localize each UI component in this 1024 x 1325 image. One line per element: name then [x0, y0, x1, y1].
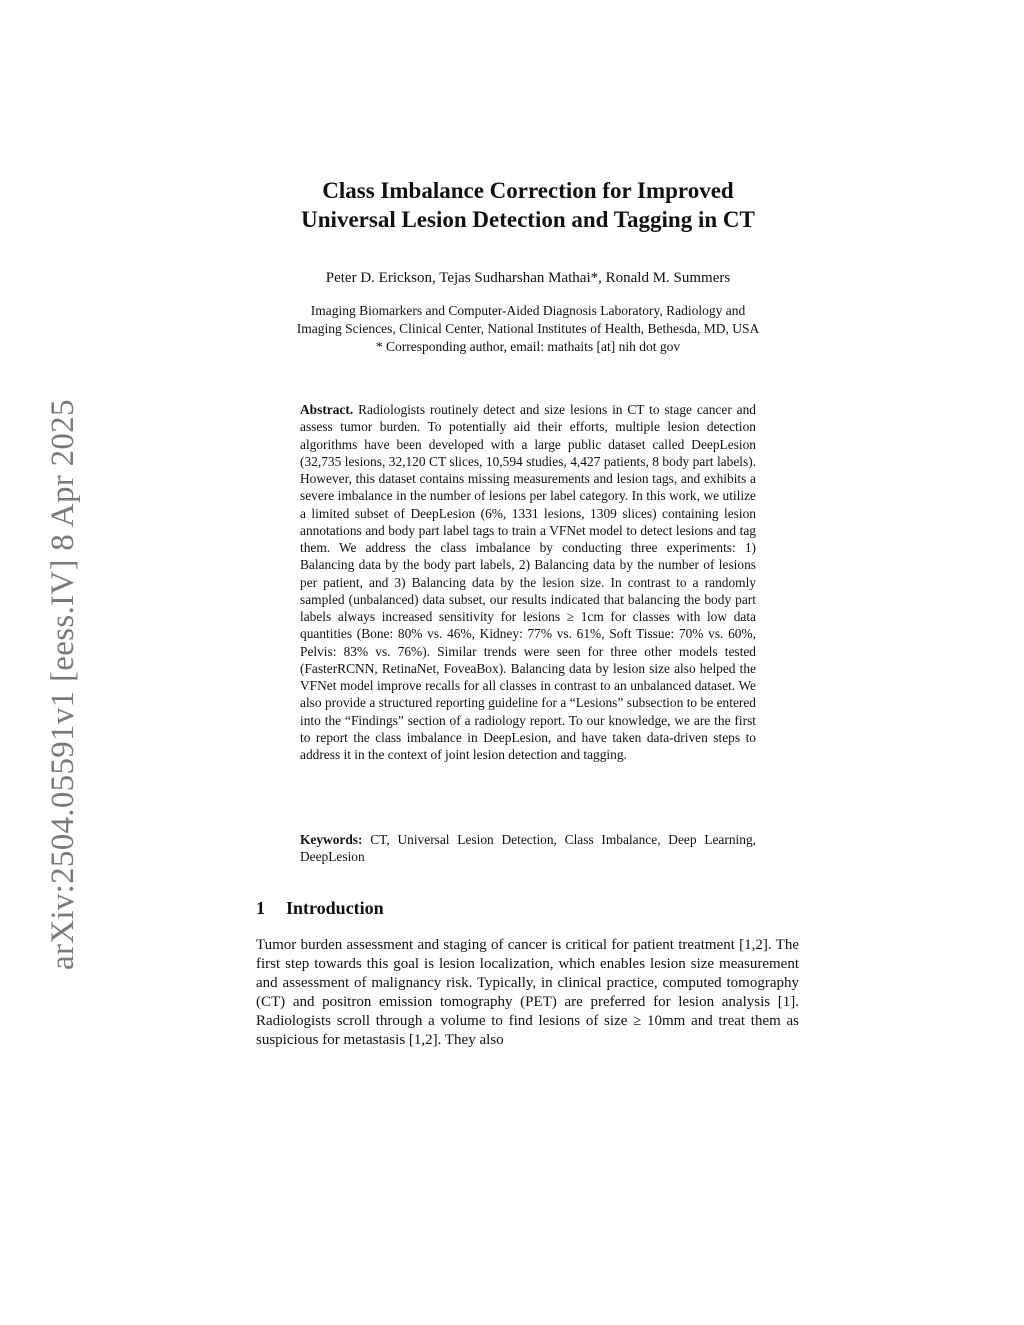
keywords-text: CT, Universal Lesion Detection, Class Imbalance, Deep Learning, DeepLesion [300, 832, 756, 865]
affiliation-line-1: Imaging Biomarkers and Computer-Aided Diagnosis Laboratory, Radiology and [310, 303, 746, 318]
paper-title-line-2: Universal Lesion Detection and Tagging in CT [301, 207, 755, 232]
affiliation-block [250, 302, 806, 356]
keywords [300, 831, 756, 866]
abstract [300, 401, 756, 763]
section-number: 1 [256, 898, 265, 918]
keywords-label: Keywords: [300, 832, 363, 847]
corresponding-author-line: * Corresponding author, email: mathaits [at] nih dot gov [375, 339, 681, 354]
paper-title [250, 176, 806, 234]
abstract-label: Abstract. [300, 402, 354, 417]
arxiv-identifier-stamp: arXiv:2504.05591v1 [eess.IV] 8 Apr 2025 [45, 399, 81, 970]
paper-title-line-1: Class Imbalance Correction for Improved [322, 178, 734, 203]
section-heading-introduction [256, 897, 384, 919]
affiliation-line-2: Imaging Sciences, Clinical Center, National Institutes of Health, Bethesda, MD, USA [296, 321, 760, 336]
abstract-text: Radiologists routinely detect and size lesions in CT to stage cancer and assess tumor burden. To potentially aid their efforts, multiple lesion detection algorithms have been developed with a large public dataset called DeepLesion (32,735 lesions, 32,120 CT slices, 10,594 studies, 4,427 patients, 8 body part labels). However, this dataset contains missing measurements and lesion tags, and exhibits a severe imbalance in the number of lesions per label category. In this work, we utilize a limited subset of DeepLesion (6%, 1331 lesions, 1309 slices) containing lesion annotations and body part label tags to train a VFNet model to detect lesions and tag them. We address the class imbalance by conducting three experiments: 1) Balancing data by the body part labels, 2) Balancing data by the number of lesions per patient, and 3) Balancing data by the lesion size. In contrast to a randomly sampled (unbalanced) data subset, our results indicated that balancing the body part labels always increased sensitivity for lesions ≥ 1cm for classes with low data quantities (Bone: 80% vs. 46%, Kidney: 77% vs. 61%, Soft Tissue: 70% vs. 60%, Pelvis: 83% vs. 76%). Similar trends were seen for three other models tested (FasterRCNN, RetinaNet, FoveaBox). Balancing data by lesion size also helped the VFNet model improve recalls for all classes in contrast to an unbalanced dataset. We also provide a structured reporting guideline for a “Lesions” subsection to be entered into the “Findings” section of a radiology report. To our knowledge, we are the first to report the class imbalance in DeepLesion, and have taken data-driven steps to address it in the context of joint lesion detection and tagging. [300, 402, 757, 762]
author-list: Peter D. Erickson, Tejas Sudharshan Mathai*, Ronald M. Summers [325, 270, 731, 286]
introduction-paragraph: Tumor burden assessment and staging of cancer is critical for patient treatment [1,2]. The first step towards this goal is lesion localization, which enables lesion size measurement and assessment of malignancy risk. Typically, in clinical practice, computed tomography (CT) and positron emission tomography (PET) are preferred for lesion analysis [1]. Radiologists scroll through a volume to find lesions of size ≥ 10mm and treat them as suspicious for metastasis [1,2]. They also [256, 937, 799, 1048]
section-title: Introduction [286, 898, 384, 918]
